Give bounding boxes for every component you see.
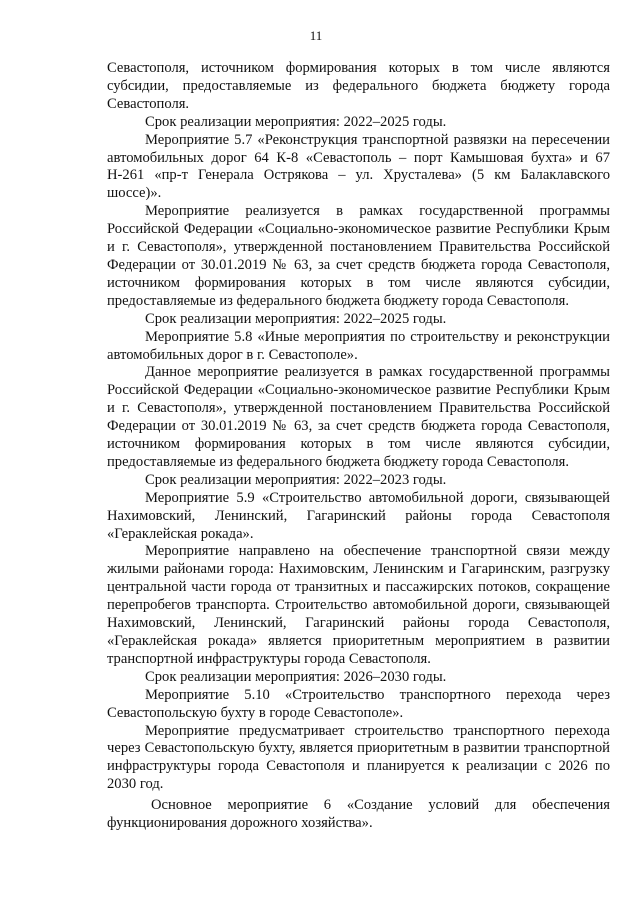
paragraph-measure-5-8-title: Мероприятие 5.8 «Иные мероприятия по строительству и реконструкции автомобильных дорог в г. Севастополе». <box>107 328 610 363</box>
paragraph-term-5-8: Срок реализации мероприятия: 2022–2023 годы. <box>145 471 447 488</box>
paragraph-measure-5-9-title: Мероприятие 5.9 «Строительство автомобильной дороги, связывающей Нахимовский, Ленинский, Гагаринский районы города Севастополя «Гераклейская рокада». <box>107 489 610 542</box>
page-number: 11 <box>309 28 323 43</box>
paragraph-measure-5-8-description: Данное мероприятие реализуется в рамках государственной программы Российской Федерации «Социально-экономическое развитие Республики Крым и г. Севастополя», утвержденной постановлением Правительства Российской Федерации от 30.01.2019 № 63, за счет средств бюджета города Севастополя, источником формирования которых в том числе являются субсидии, предоставляемые из федерального бюджета бюджету города Севастополя. <box>107 364 610 470</box>
paragraph-measure-5-7-title: Мероприятие 5.7 «Реконструкция транспортной развязки на пересечении автомобильных дорог 64 К-8 «Севастополь – порт Камышовая бухта» и 67 Н-261 «пр-т Генерала Острякова – ул. Хрусталева» (5 км Балаклавского шоссе)». <box>107 131 610 202</box>
paragraph-measure-5-7-description: Мероприятие реализуется в рамках государственной программы Российской Федерации «Социально-экономическое развитие Республики Крым и г. Севастополя», утвержденной постановлением Правительства Российской Федерации от 30.01.2019 № 63, за счет средств бюджета города Севастополя, источником формирования которых в том числе являются субсидии, предоставляемые из федерального бюджета бюджету города Севастополя. <box>107 203 610 309</box>
paragraph-measure-5-10-description: Мероприятие предусматривает строительство транспортного перехода через Севастопольскую бухту, является приоритетным в развитии транспортной инфраструктуры города Севастополя и планируется к реализации с 2026 по 2030 год. <box>107 722 610 793</box>
paragraph-term-5-9: Срок реализации мероприятия: 2026–2030 годы. <box>145 668 447 685</box>
paragraph-term-5-6: Срок реализации мероприятия: 2022–2025 годы. <box>145 113 447 130</box>
paragraph-term-5-7: Срок реализации мероприятия: 2022–2025 годы. <box>145 310 447 327</box>
paragraph-main-measure-6-title: Основное мероприятие 6 «Создание условий для обеспечения функционирования дорожного хозяйства». <box>107 797 610 832</box>
paragraph-measure-5-9-description: Мероприятие направлено на обеспечение транспортной связи между жилыми районами города: Нахимовским, Ленинским и Гагаринским, разгрузку центральной части города от транзитных и пассажирских потоков, сокращение перепробегов транспорта. Строительство автомобильной дороги, связывающей Нахимовский, Ленинский, Гагаринский районы города Севастополя, «Гераклейская рокада» является приоритетным мероприятием в развитии транспортной инфраструктуры города Севастополя. <box>107 543 610 667</box>
paragraph-continuation: Севастополя, источником формирования которых в том числе являются субсидии, предоставляемые из федерального бюджета бюджету города Севастополя. <box>107 60 610 112</box>
paragraph-measure-5-10-title: Мероприятие 5.10 «Строительство транспортного перехода через Севастопольскую бухту в городе Севастополе». <box>107 686 610 721</box>
document-body <box>107 60 610 833</box>
